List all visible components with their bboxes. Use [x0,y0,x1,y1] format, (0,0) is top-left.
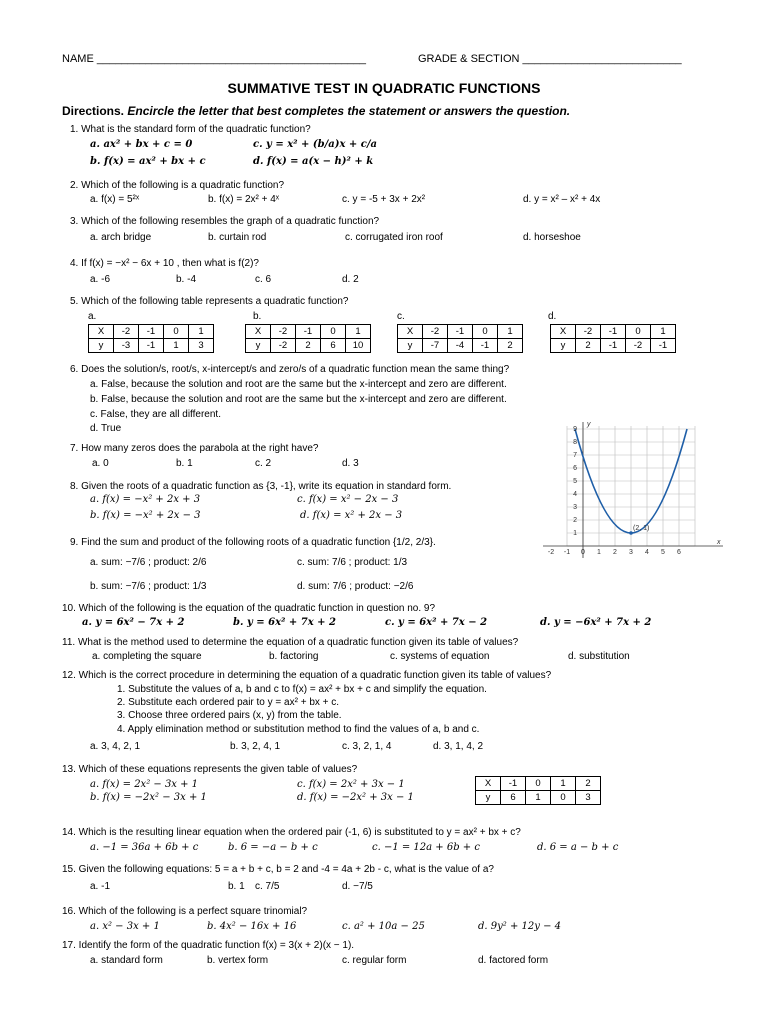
cell: -2 [271,325,296,339]
cell: 1 [526,791,551,805]
question-14-choice-c[interactable]: c. −1 = 12a + 6b + c [372,842,480,853]
cell: 2 [576,339,601,353]
directions-label: Directions. [62,104,125,118]
question-6-choice-b[interactable]: b. False, because the solution and root are the same but the x-intercept and zero are different. [90,394,507,405]
question-15-choice-b[interactable]: b. 1 [228,881,245,892]
question-2-choice-d[interactable]: d. y = x² – x² + 4x [523,194,601,205]
cell: 0 [551,791,576,805]
name-field-label: NAME ____________________________________________ [62,53,367,65]
question-11-choice-a[interactable]: a. completing the square [92,651,202,662]
question-5-choice-c-letter[interactable]: c. [397,311,405,322]
question-14-choice-a[interactable]: a. −1 = 36a + 6b + c [90,842,199,853]
cell: 6 [501,791,526,805]
cell: -2 [271,339,296,353]
question-12-choice-d[interactable]: d. 3, 1, 4, 2 [433,741,484,752]
question-1-choice-c[interactable]: c. y = x² + (b/a)x + c/a [253,139,377,150]
question-5-table-c [397,324,523,353]
y-tick-label: 1 [573,530,577,537]
question-12-step-4: 4. Apply elimination method or substitution method to find the values of a, b and c. [117,724,480,735]
y-tick-label: 6 [573,465,577,472]
question-9-choice-d[interactable]: d. sum: 7/6 ; product: −2/6 [297,581,414,592]
question-7-choice-c[interactable]: c. 2 [255,458,272,469]
y-tick-label: 5 [573,478,577,485]
cell: -1 [296,325,321,339]
cell: 1 [164,339,189,353]
question-3-choice-a[interactable]: a. arch bridge [90,232,152,243]
cell: -1 [139,339,164,353]
question-14-choice-b[interactable]: b. 6 = −a − b + c [228,842,318,853]
question-3-stem: 3. Which of the following resembles the graph of a quadratic function? [70,216,380,227]
cell: -2 [576,325,601,339]
cell: 2 [498,339,523,353]
question-2-choice-a[interactable]: a. f(x) = 5²ˣ [90,194,140,205]
question-13-choice-b[interactable]: b. f(x) = −2x² − 3x + 1 [90,792,207,803]
y-tick-label: 7 [573,452,577,459]
cell: X [89,325,114,339]
question-12-stem: 12. Which is the correct procedure in determining the equation of a quadratic function given its table of values? [62,670,552,681]
cell: -2 [626,339,651,353]
question-12-choice-b[interactable]: b. 3, 2, 4, 1 [230,741,281,752]
cell: -4 [448,339,473,353]
cell: -1 [501,777,526,791]
y-tick-label: 4 [573,491,577,498]
question-9-stem: 9. Find the sum and product of the following roots of a quadratic function {1/2, 2/3}. [70,537,436,548]
cell: -1 [601,339,626,353]
question-13-table [475,776,601,805]
question-15-choice-c[interactable]: c. 7/5 [255,881,280,892]
question-15-stem: 15. Given the following equations: 5 = a + b + c, b = 2 and -4 = 4a + 2b - c, what is the value of a? [62,864,494,875]
question-8-choice-d[interactable]: d. f(x) = x² + 2x − 3 [300,510,403,521]
y-tick-label: 9 [573,426,577,433]
question-2-choice-c[interactable]: c. y = -5 + 3x + 2x² [342,194,426,205]
cell: 1 [551,777,576,791]
question-6-choice-a[interactable]: a. False, because the solution and root are the same but the x-intercept and zero are different. [90,379,507,390]
cell: y [398,339,423,353]
x-tick-label: -2 [547,549,555,556]
cell: X [398,325,423,339]
question-5-table-d [550,324,676,353]
question-10-choice-b[interactable]: b. y = 6x² + 7x + 2 [233,617,336,628]
question-3-choice-c[interactable]: c. corrugated iron roof [345,232,443,243]
cell: 1 [189,325,214,339]
question-10-choice-c[interactable]: c. y = 6x² + 7x − 2 [385,617,488,628]
question-10-choice-d[interactable]: d. y = −6x² + 7x + 2 [540,617,652,628]
question-1-choice-d[interactable]: d. f(x) = a(x − h)² + k [253,156,374,167]
question-5-choice-b-letter[interactable]: b. [253,311,262,322]
question-4-choice-c[interactable]: c. 6 [255,274,272,285]
question-3-choice-d[interactable]: d. horseshoe [523,232,581,243]
question-6-stem: 6. Does the solution/s, root/s, x-intercept/s and zero/s of a quadratic function mean the same thing? [70,364,510,375]
question-17-stem: 17. Identify the form of the quadratic function f(x) = 3(x + 2)(x − 1). [62,940,355,951]
y-tick-label: 3 [573,504,577,511]
cell: 2 [576,777,601,791]
grade-section-field-label: GRADE & SECTION __________________________ [418,53,682,65]
cell: X [476,777,501,791]
question-9-choice-b[interactable]: b. sum: −7/6 ; product: 1/3 [90,581,207,592]
question-6-choice-d[interactable]: d. True [90,423,122,434]
question-9-choice-a[interactable]: a. sum: −7/6 ; product: 2/6 [90,557,207,568]
x-tick-label: 0 [581,549,585,556]
cell: y [551,339,576,353]
question-8-choice-a[interactable]: a. f(x) = −x² + 2x + 3 [90,494,201,505]
question-8-choice-c[interactable]: c. f(x) = x² − 2x − 3 [297,494,399,505]
question-5-stem: 5. Which of the following table represents a quadratic function? [70,296,349,307]
question-5-table-a [88,324,214,353]
cell: -3 [114,339,139,353]
question-16-choice-d[interactable]: d. 9y² + 12y − 4 [478,921,561,932]
x-tick-label: 1 [597,549,601,556]
question-5-choice-a-letter[interactable]: a. [88,311,97,322]
cell: 10 [346,339,371,353]
question-2-stem: 2. Which of the following is a quadratic function? [70,180,285,191]
question-9-choice-c[interactable]: c. sum: 7/6 ; product: 1/3 [297,557,408,568]
question-4-choice-d[interactable]: d. 2 [342,274,359,285]
x-tick-label: -1 [563,549,571,556]
cell: -1 [473,339,498,353]
question-11-choice-b[interactable]: b. factoring [269,651,319,662]
cell: 1 [498,325,523,339]
cell: 0 [473,325,498,339]
directions [62,104,570,118]
cell: 3 [189,339,214,353]
question-14-choice-d[interactable]: d. 6 = a − b + c [537,842,619,853]
question-5-table-b [245,324,371,353]
question-5-choice-d-letter[interactable]: d. [548,311,557,322]
cell: 6 [321,339,346,353]
question-4-choice-b[interactable]: b. -4 [176,274,197,285]
x-tick-label: 3 [629,549,633,556]
question-8-choice-b[interactable]: b. f(x) = −x² + 2x − 3 [90,510,201,521]
x-tick-label: 4 [645,549,649,556]
x-tick-label: 5 [661,549,665,556]
question-16-choice-b[interactable]: b. 4x² − 16x + 16 [207,921,297,932]
question-4-choice-a[interactable]: a. -6 [90,274,111,285]
question-17-choice-c[interactable]: c. regular form [342,955,407,966]
question-13-stem: 13. Which of these equations represents the given table of values? [62,764,358,775]
question-11-choice-c[interactable]: c. systems of equation [390,651,490,662]
question-12-choice-c[interactable]: c. 3, 2, 1, 4 [342,741,392,752]
question-7-stem: 7. How many zeros does the parabola at the right have? [70,443,319,454]
question-13-choice-c[interactable]: c. f(x) = 2x² + 3x − 1 [297,779,405,790]
x-tick-label: 2 [613,549,617,556]
question-2-choice-b[interactable]: b. f(x) = 2x² + 4ˣ [208,194,280,205]
question-17-choice-b[interactable]: b. vertex form [207,955,269,966]
question-12-step-3: 3. Choose three ordered pairs (x, y) from the table. [117,710,342,721]
directions-text: Encircle the letter that best completes the statement or answers the question. [127,104,571,118]
question-17-choice-d[interactable]: d. factored form [478,955,549,966]
question-13-choice-d[interactable]: d. f(x) = −2x² + 3x − 1 [297,792,414,803]
cell: 0 [626,325,651,339]
cell: -1 [139,325,164,339]
cell: 1 [651,325,676,339]
parabola-graph [537,420,727,560]
cell: 2 [296,339,321,353]
question-12-choice-a[interactable]: a. 3, 4, 2, 1 [90,741,141,752]
question-4-stem: 4. If f(x) = −x² − 6x + 10 , then what is f(2)? [70,258,259,269]
y-axis-label: y [587,421,591,428]
cell: 0 [321,325,346,339]
cell: y [476,791,501,805]
y-tick-label: 2 [573,517,577,524]
cell: y [246,339,271,353]
cell: X [551,325,576,339]
question-1-choice-b[interactable]: b. f(x) = ax² + bx + c [90,156,206,167]
question-16-stem: 16. Which of the following is a perfect square trinomial? [62,906,308,917]
question-16-choice-a[interactable]: a. x² − 3x + 1 [90,921,160,932]
cell: y [89,339,114,353]
cell: 0 [164,325,189,339]
question-15-choice-a[interactable]: a. -1 [90,881,111,892]
y-tick-label: 8 [573,439,577,446]
question-3-choice-b[interactable]: b. curtain rod [208,232,267,243]
cell: 3 [576,791,601,805]
question-17-choice-a[interactable]: a. standard form [90,955,163,966]
question-8-stem: 8. Given the roots of a quadratic function as {3, -1}, write its equation in standard form. [70,481,452,492]
cell: -1 [601,325,626,339]
cell: -1 [448,325,473,339]
cell: 0 [526,777,551,791]
question-12-step-1: 1. Substitute the values of a, b and c to f(x) = ax² + bx + c and simplify the equation. [117,684,487,695]
page-title: SUMMATIVE TEST IN QUADRATIC FUNCTIONS [227,80,541,96]
question-13-choice-a[interactable]: a. f(x) = 2x² − 3x + 1 [90,779,199,790]
question-1-choice-a[interactable]: a. ax² + bx + c = 0 [90,139,193,150]
question-7-choice-d[interactable]: d. 3 [342,458,359,469]
cell: -7 [423,339,448,353]
question-11-choice-d[interactable]: d. substitution [568,651,630,662]
question-15-choice-d[interactable]: d. −7/5 [342,881,373,892]
vertex-point-label: (2, 1) [633,525,650,532]
question-7-choice-a[interactable]: a. 0 [92,458,109,469]
question-10-stem: 10. Which of the following is the equation of the quadratic function in question no. 9? [62,603,436,614]
question-7-choice-b[interactable]: b. 1 [176,458,193,469]
cell: 1 [346,325,371,339]
question-1-stem: 1. What is the standard form of the quadratic function? [70,124,311,135]
question-10-choice-a[interactable]: a. y = 6x² − 7x + 2 [82,617,185,628]
question-14-stem: 14. Which is the resulting linear equation when the ordered pair (-1, 6) is substituted to y = ax² + bx + c? [62,827,521,838]
cell: -2 [114,325,139,339]
cell: X [246,325,271,339]
question-12-step-2: 2. Substitute each ordered pair to y = ax² + bx + c. [117,697,340,708]
cell: -1 [651,339,676,353]
question-11-stem: 11. What is the method used to determine the equation of a quadratic function given its table of values? [62,637,519,648]
question-6-choice-c[interactable]: c. False, they are all different. [90,409,221,420]
x-axis-label: x [717,539,721,546]
x-tick-label: 6 [677,549,681,556]
question-16-choice-c[interactable]: c. a² + 10a − 25 [342,921,425,932]
cell: -2 [423,325,448,339]
